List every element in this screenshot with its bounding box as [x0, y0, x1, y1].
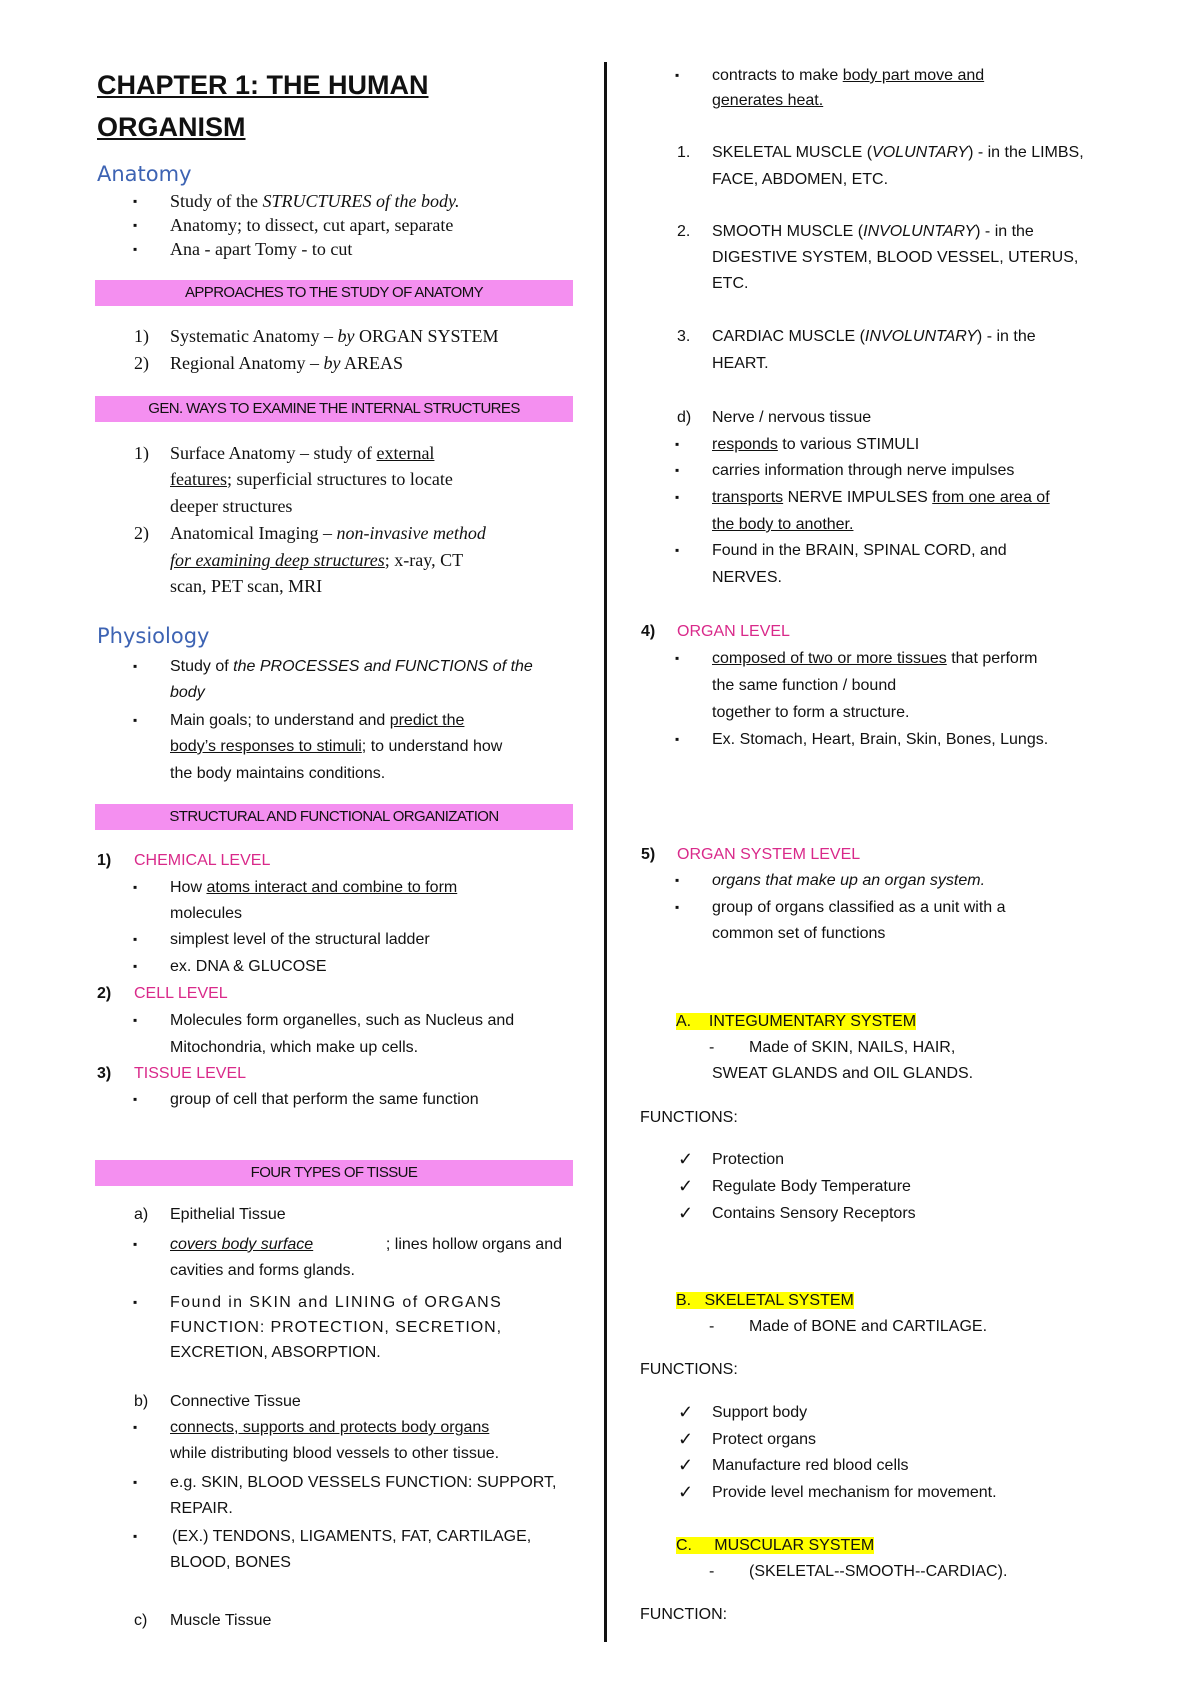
dash-marker: - [709, 1039, 715, 1056]
connective-item-3-line-2: BLOOD, BONES [170, 1554, 291, 1571]
nervous-item-3-line-2: the body to another. [712, 516, 854, 533]
epithelial-item-2-line-2: FUNCTION: PROTECTION, SECRETION, [170, 1319, 502, 1336]
bullet-icon [133, 1470, 137, 1495]
bullet-icon [675, 485, 679, 510]
organ-system-item-2-line-2: common set of functions [712, 925, 886, 942]
bullet-icon [133, 927, 137, 952]
organ-item-1: composed of two or more tissues that perform [712, 650, 1038, 667]
bullet-icon [133, 654, 137, 679]
tissue-types-banner: FOUR TYPES OF TISSUE [95, 1160, 573, 1186]
functions-label-2: FUNCTIONS: [640, 1361, 738, 1378]
muscular-system-heading: C. MUSCULAR SYSTEM [676, 1537, 875, 1554]
checkmark-icon: ✓ [678, 1429, 694, 1449]
muscular-system-detail: (SKELETAL--SMOOTH--CARDIAC). [749, 1563, 1008, 1580]
physiology-item-2-line-3: the body maintains conditions. [170, 765, 386, 782]
checkmark-icon: ✓ [678, 1455, 694, 1475]
organ-system-item-1: organs that make up an organ system. [712, 872, 986, 889]
skeletal-system-detail: Made of BONE and CARTILAGE. [749, 1318, 988, 1335]
skeletal-muscle-item: SKELETAL MUSCLE (VOLUNTARY) - in the LIMBS, [712, 144, 1084, 161]
checkmark-icon: ✓ [678, 1203, 694, 1223]
bullet-icon [675, 458, 679, 483]
list-number: 3. [677, 328, 691, 345]
anatomy-item-3: Ana - apart Tomy - to cut [170, 239, 353, 259]
integumentary-detail: Made of SKIN, NAILS, HAIR, [749, 1039, 956, 1056]
nervous-item-2: carries information through nerve impulses [712, 462, 1015, 479]
dash-marker: - [709, 1318, 715, 1335]
checkmark-icon: ✓ [678, 1402, 694, 1422]
connective-item-3: (EX.) TENDONS, LIGAMENTS, FAT, CARTILAGE, [172, 1528, 532, 1545]
skeletal-system-heading: B. SKELETAL SYSTEM [676, 1292, 854, 1309]
nervous-label: Nerve / nervous tissue [712, 409, 872, 426]
nervous-item-1: responds to various STIMULI [712, 436, 920, 453]
bullet-icon [133, 1232, 137, 1257]
ways-item-1: Surface Anatomy – study of external [170, 443, 435, 463]
ways-banner: GEN. WAYS TO EXAMINE THE INTERNAL STRUCTURES [95, 396, 573, 422]
organ-level-label: ORGAN LEVEL [677, 623, 790, 640]
epithelial-label: Epithelial Tissue [170, 1206, 286, 1223]
list-number: 2) [97, 985, 112, 1002]
muscle-item-1: contracts to make body part move and [712, 67, 985, 84]
chemical-item-1: How atoms interact and combine to form [170, 879, 458, 896]
integumentary-function-3: Contains Sensory Receptors [712, 1205, 916, 1222]
bullet-icon [133, 1524, 137, 1549]
bullet-icon [133, 954, 137, 979]
muscle-item-1-line-2: generates heat. [712, 92, 824, 109]
list-number: 1) [134, 326, 149, 346]
physiology-item-2: Main goals; to understand and predict the [170, 712, 465, 729]
bullet-icon [133, 213, 137, 238]
smooth-muscle-item-line-2: DIGESTIVE SYSTEM, BLOOD VESSEL, UTERUS, [712, 249, 1079, 266]
function-label-3: FUNCTION: [640, 1606, 728, 1623]
bullet-icon [133, 189, 137, 214]
physiology-item-1-line-2: body [170, 684, 205, 701]
nervous-item-4-line-2: NERVES. [712, 569, 782, 586]
physiology-item-2-line-2: body’s responses to stimuli; to understand how [170, 738, 503, 755]
list-number: 2. [677, 223, 691, 240]
list-number: 4) [641, 623, 656, 640]
list-letter: a) [134, 1206, 149, 1223]
cardiac-muscle-item: CARDIAC MUSCLE (INVOLUNTARY) - in the [712, 328, 1036, 345]
physiology-heading: Physiology [97, 624, 210, 648]
anatomy-item-2: Anatomy; to dissect, cut apart, separate [170, 215, 454, 235]
smooth-muscle-item: SMOOTH MUSCLE (INVOLUNTARY) - in the [712, 223, 1034, 240]
chemical-item-1-line-2: molecules [170, 905, 243, 922]
cell-level-label: CELL LEVEL [134, 985, 228, 1002]
organ-system-item-2: group of organs classified as a unit with a [712, 899, 1006, 916]
ways-item-2: Anatomical Imaging – non-invasive method [170, 523, 486, 543]
anatomy-heading: Anatomy [97, 162, 192, 186]
epithelial-item-2: Found in SKIN and LINING of ORGANS [170, 1294, 503, 1311]
list-letter: d) [677, 409, 692, 426]
nervous-item-3: transports NERVE IMPULSES from one area of [712, 489, 1050, 506]
chemical-level-label: CHEMICAL LEVEL [134, 852, 271, 869]
anatomy-item-1: Study of the STRUCTURES of the body. [170, 191, 460, 211]
organ-item-1-line-2: the same function / bound [712, 677, 897, 694]
skeletal-function-4: Provide level mechanism for movement. [712, 1484, 997, 1501]
ways-item-1-line-3: deeper structures [170, 496, 293, 516]
organ-system-level-label: ORGAN SYSTEM LEVEL [677, 846, 861, 863]
organ-item-1-line-3: together to form a structure. [712, 704, 910, 721]
epithelial-item-1-line-2: cavities and forms glands. [170, 1262, 355, 1279]
ways-item-2-line-3: scan, PET scan, MRI [170, 576, 323, 596]
functions-label-1: FUNCTIONS: [640, 1109, 738, 1126]
bullet-icon [675, 432, 679, 457]
skeletal-function-2: Protect organs [712, 1431, 817, 1448]
bullet-icon [675, 727, 679, 752]
dash-marker: - [709, 1563, 715, 1580]
bullet-icon [675, 868, 679, 893]
cell-item-1-line-2: Mitochondria, which make up cells. [170, 1039, 419, 1056]
integumentary-detail-line-2: SWEAT GLANDS and OIL GLANDS. [712, 1065, 974, 1082]
organization-banner: STRUCTURAL AND FUNCTIONAL ORGANIZATION [95, 804, 573, 830]
integumentary-function-1: Protection [712, 1151, 785, 1168]
list-number: 1. [677, 144, 691, 161]
list-number: 3) [97, 1065, 112, 1082]
approaches-banner: APPROACHES TO THE STUDY OF ANATOMY [95, 280, 573, 306]
connective-label: Connective Tissue [170, 1393, 301, 1410]
bullet-icon [675, 538, 679, 563]
list-number: 2) [134, 353, 149, 373]
smooth-muscle-item-line-3: ETC. [712, 275, 749, 292]
tissue-item-1: group of cell that perform the same function [170, 1091, 479, 1108]
list-number: 1) [134, 443, 149, 463]
page-title: CHAPTER 1: THE HUMAN ORGANISM [97, 70, 429, 142]
physiology-item-1: Study of the PROCESSES and FUNCTIONS of the [170, 658, 533, 675]
chemical-item-3: ex. DNA & GLUCOSE [170, 958, 327, 975]
approach-item-1: Systematic Anatomy – by ORGAN SYSTEM [170, 326, 499, 346]
column-divider [604, 62, 607, 1642]
cardiac-muscle-item-line-2: HEART. [712, 355, 769, 372]
bullet-icon [133, 875, 137, 900]
bullet-icon [133, 1087, 137, 1112]
bullet-icon [675, 63, 679, 88]
integumentary-function-2: Regulate Body Temperature [712, 1178, 911, 1195]
list-number: 1) [97, 852, 112, 869]
skeletal-function-1: Support body [712, 1404, 808, 1421]
skeletal-function-3: Manufacture red blood cells [712, 1457, 909, 1474]
muscle-tissue-label: Muscle Tissue [170, 1612, 272, 1629]
connective-item-2: e.g. SKIN, BLOOD VESSELS FUNCTION: SUPPORT, [170, 1474, 557, 1491]
nervous-item-4: Found in the BRAIN, SPINAL CORD, and [712, 542, 1007, 559]
checkmark-icon: ✓ [678, 1482, 694, 1502]
checkmark-icon: ✓ [678, 1176, 694, 1196]
connective-item-1: connects, supports and protects body organs [170, 1419, 490, 1436]
bullet-icon [133, 1008, 137, 1033]
bullet-icon [675, 895, 679, 920]
bullet-icon [133, 1290, 137, 1315]
approach-item-2: Regional Anatomy – by AREAS [170, 353, 404, 373]
skeletal-muscle-item-line-2: FACE, ABDOMEN, ETC. [712, 171, 889, 188]
integumentary-heading: A. INTEGUMENTARY SYSTEM [676, 1013, 917, 1030]
epithelial-item-2-line-3: EXCRETION, ABSORPTION. [170, 1344, 381, 1361]
connective-item-1-line-2: while distributing blood vessels to other tissue. [170, 1445, 500, 1462]
checkmark-icon: ✓ [678, 1149, 694, 1169]
cell-item-1: Molecules form organelles, such as Nucleus and [170, 1012, 515, 1029]
ways-item-2-line-2: for examining deep structures; x-ray, CT [170, 550, 464, 570]
list-number: 5) [641, 846, 656, 863]
bullet-icon [675, 646, 679, 671]
organ-item-2: Ex. Stomach, Heart, Brain, Skin, Bones, Lungs. [712, 731, 1049, 748]
bullet-icon [133, 237, 137, 262]
connective-item-2-line-2: REPAIR. [170, 1500, 233, 1517]
ways-item-1-line-2: features; superficial structures to locate [170, 469, 453, 489]
list-number: 2) [134, 523, 149, 543]
chemical-item-2: simplest level of the structural ladder [170, 931, 430, 948]
epithelial-item-1: covers body surface ; lines hollow organs and [170, 1236, 562, 1253]
tissue-level-label: TISSUE LEVEL [134, 1065, 247, 1082]
bullet-icon [133, 708, 137, 733]
list-letter: b) [134, 1393, 149, 1410]
bullet-icon [133, 1415, 137, 1440]
list-letter: c) [134, 1612, 148, 1629]
